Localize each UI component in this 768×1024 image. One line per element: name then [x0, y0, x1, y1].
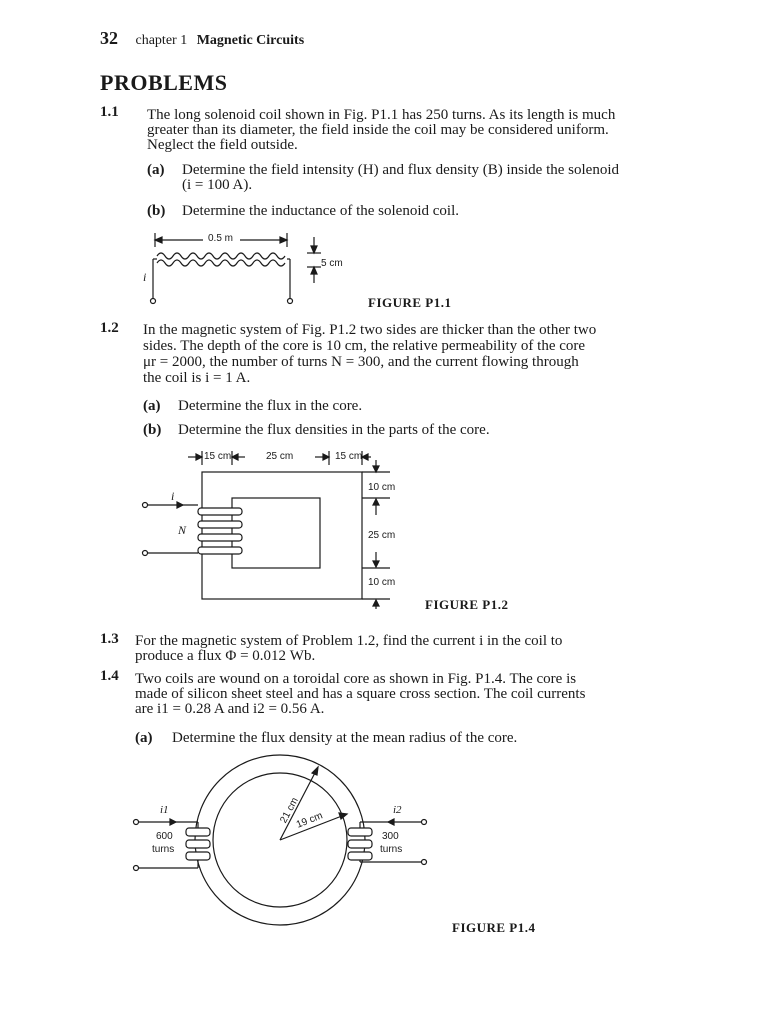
problem-1-2-part-a [143, 399, 161, 414]
problem-1-2-text [143, 322, 596, 386]
core-width-label-right: 15 cm [335, 451, 363, 462]
running-head [100, 28, 304, 49]
figure-p1-2-caption: FIGURE P1.2 [425, 597, 509, 612]
core-height-label-middle: 25 cm [368, 530, 396, 541]
part-line: (i = 100 A). [182, 177, 253, 193]
core-width-label-left: 15 cm [204, 451, 232, 462]
problem-line: sides. The depth of the core is 10 cm, the relative permeability of the core [143, 338, 586, 354]
section-title: Magnetic Circuits [196, 33, 305, 48]
problem-1-4-number: 1.4 [100, 668, 119, 684]
core-turns-label: N [178, 523, 187, 537]
problem-1-1-part-a [147, 163, 165, 178]
core-current-label: i [171, 489, 175, 503]
coil-2-turns-word: turns [380, 844, 403, 855]
problem-1-2-number: 1.2 [100, 320, 119, 336]
core-height-label-bottom: 10 cm [368, 577, 396, 588]
coil-2-current-label: i2 [393, 804, 402, 816]
problem-1-1-number: 1.1 [100, 104, 119, 120]
problem-line: Neglect the field outside. [147, 137, 298, 153]
core-width-label-middle: 25 cm [266, 451, 294, 462]
problem-1-2-part-a-text: Determine the flux in the core. [178, 398, 363, 414]
problem-line: produce a flux Φ = 0.012 Wb. [135, 648, 316, 664]
figure-p1-4-toroid [130, 752, 450, 932]
problem-line: made of silicon sheet steel and has a square cross section. The coil currents [135, 686, 586, 702]
problem-1-1-part-b [147, 204, 165, 219]
part-label: (b) [143, 422, 162, 438]
problem-line: the coil is i = 1 A. [143, 370, 251, 386]
problem-1-3-number: 1.3 [100, 631, 119, 647]
solenoid-diameter-label: 5 cm [321, 258, 343, 269]
part-label: (a) [147, 162, 165, 178]
problem-line: μr = 2000, the number of turns N = 300, and the current flowing through [143, 354, 579, 370]
page-number: 32 [100, 28, 118, 48]
problem-1-1-part-b-text: Determine the inductance of the solenoid coil. [182, 203, 459, 219]
figure-p1-1-caption: FIGURE P1.1 [368, 295, 452, 310]
core-window [232, 498, 320, 568]
problem-1-2-part-b [143, 423, 161, 438]
solenoid-length-label: 0.5 m [208, 233, 234, 244]
part-label: (a) [135, 730, 153, 746]
coil-1-winding-icon [186, 828, 210, 860]
problem-1-4-part-a-text: Determine the flux density at the mean radius of the core. [172, 730, 518, 746]
figure-p1-4-caption: FIGURE P1.4 [452, 920, 536, 935]
problem-1-4-part-a [135, 731, 153, 746]
solenoid-current-label: i [143, 270, 147, 284]
part-label: (b) [147, 203, 166, 219]
outer-radius-label: 21 cm [278, 795, 301, 826]
problem-line: In the magnetic system of Fig. P1.2 two sides are thicker than the other two [143, 322, 597, 338]
page-heading: PROBLEMS [100, 70, 228, 95]
part-line: Determine the field intensity (H) and flux density (B) inside the solenoid [182, 162, 619, 178]
problem-line: The long solenoid coil shown in Fig. P1.1 has 250 turns. As its length is much [147, 107, 616, 123]
coil-1-turns-word: turns [152, 844, 175, 855]
problem-line: greater than its diameter, the field inside the coil may be considered uniform. [147, 122, 609, 138]
coil-turns-icon [157, 253, 285, 266]
coil-1-turns-label: 600 [156, 831, 173, 842]
inner-radius-label: 19 cm [294, 810, 325, 831]
part-label: (a) [143, 398, 161, 414]
coil-winding-icon [198, 508, 242, 554]
core-height-label-top: 10 cm [368, 482, 396, 493]
coil-2-winding-icon [348, 828, 372, 860]
problem-line: are i1 = 0.28 A and i2 = 0.56 A. [135, 701, 325, 717]
coil-1-current-label: i1 [160, 804, 169, 816]
coil-2-turns-label: 300 [382, 831, 399, 842]
problem-1-1-part-a-text [182, 163, 619, 193]
problem-1-2-part-b-text: Determine the flux densities in the parts of the core. [178, 422, 490, 438]
problem-line: For the magnetic system of Problem 1.2, find the current i in the coil to [135, 633, 563, 649]
problem-line: Two coils are wound on a toroidal core as shown in Fig. P1.4. The core is [135, 671, 577, 687]
chapter-label: chapter 1 [135, 33, 188, 48]
problem-1-1-text [147, 108, 615, 153]
problem-1-4-text [135, 672, 585, 717]
problem-1-3-text [135, 634, 562, 664]
